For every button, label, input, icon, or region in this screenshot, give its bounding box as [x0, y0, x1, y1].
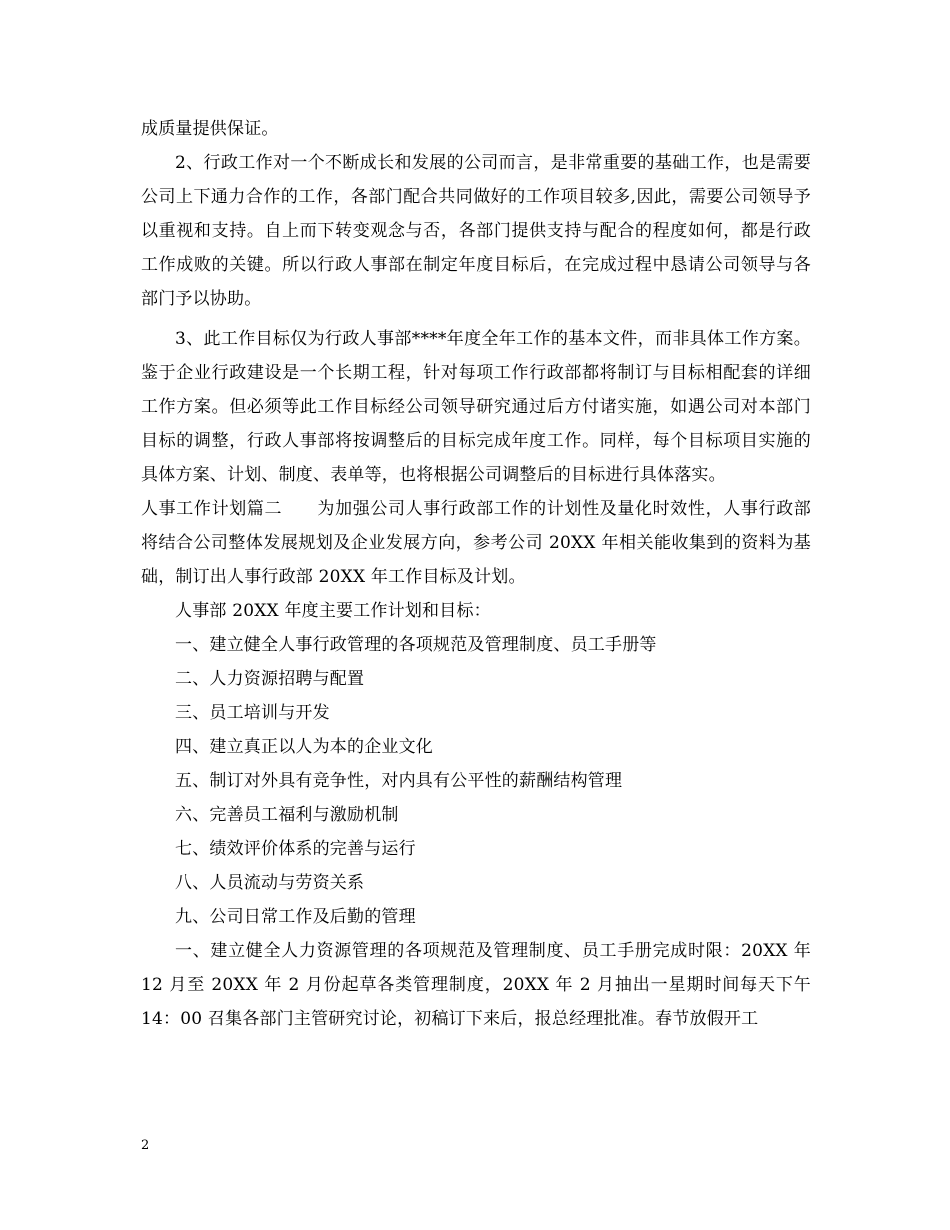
goal-list-item: 二、人力资源招聘与配置 — [175, 669, 365, 689]
goal-list-item: 八、人员流动与劳资关系 — [175, 873, 365, 893]
page-number: 2 — [141, 1138, 150, 1153]
paragraph-item-2: 2、行政工作对一个不断成长和发展的公司而言，是非常重要的基础工作，也是需要公司上下通力合作的工作，各部门配合共同做好的工作项目较多,因此，需要公司领导予以重视和支持。自上而下转变观念与否，各部门提供支持与配合的程度如何，都是行政工作成败的关键。所以行政人事部在制定年度目标后，在完成过程中恳请公司领导与各部门予以协助。 — [141, 153, 811, 309]
goal-list-item: 五、制订对外具有竞争性，对内具有公平性的薪酬结构管理 — [175, 771, 623, 791]
goals-intro: 人事部 20XX 年度主要工作计划和目标： — [175, 601, 491, 621]
section-heading-paragraph: 人事工作计划篇二 为加强公司人事行政部工作的计划性及量化时效性，人事行政部将结合公司整体发展规划及企业发展方向，参考公司 20XX 年相关能收集到的资料为基础，制订出人事行政部 20XX 年工作目标及计划。 — [141, 499, 811, 587]
goal-list-item: 九、公司日常工作及后勤的管理 — [175, 907, 416, 927]
goal-list-item: 六、完善员工福利与激励机制 — [175, 805, 399, 825]
paragraph-continuation: 成质量提供保证。 — [141, 119, 279, 139]
goal-list-item: 一、建立健全人事行政管理的各项规范及管理制度、员工手册等 — [175, 635, 657, 655]
paragraph-item-3: 3、此工作目标仅为行政人事部****年度全年工作的基本文件，而非具体工作方案。鉴于企业行政建设是一个长期工程，针对每项工作行政部都将制订与目标相配套的详细工作方案。但必须等此工作目标经公司领导研究通过后方付诸实施，如遇公司对本部门目标的调整，行政人事部将按调整后的目标完成年度工作。同样，每个目标项目实施的具体方案、计划、制度、表单等，也将根据公司调整后的目标进行具体落实。 — [141, 329, 811, 485]
goal-list-item: 七、绩效评价体系的完善与运行 — [175, 839, 416, 859]
goal-list-item: 三、员工培训与开发 — [175, 703, 330, 723]
document-body — [141, 112, 811, 1036]
goal-list-item: 四、建立真正以人为本的企业文化 — [175, 737, 433, 757]
goal-detail-paragraph: 一、建立健全人力资源管理的各项规范及管理制度、员工手册完成时限：20XX 年 12 月至 20XX 年 2 月份起草各类管理制度，20XX 年 2 月抽出一星期时间每天下午 14：00 召集各部门主管研究讨论，初稿订下来后，报总经理批准。春节放假开工 — [141, 941, 811, 1029]
